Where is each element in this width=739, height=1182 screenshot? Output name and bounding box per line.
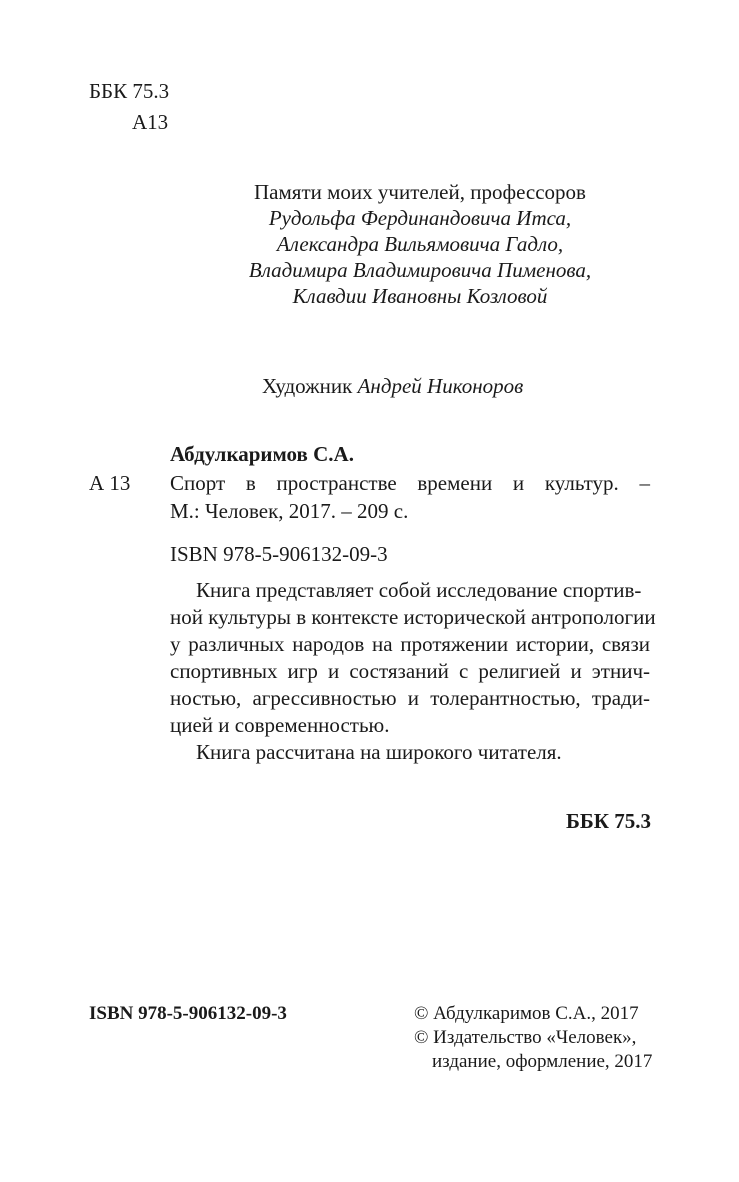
book-author-code: А 13	[89, 471, 131, 495]
bbk-code-top: ББК 75.3	[89, 79, 170, 103]
dedication	[170, 179, 670, 309]
author-code-top: А13	[132, 110, 169, 134]
artist-credit	[262, 373, 523, 399]
footer-isbn: ISBN 978-5-906132-09-3	[89, 1003, 287, 1024]
annotation-line: Книга представляет собой исследование спортив-	[196, 578, 642, 602]
dedication-name: Владимира Владимировича Пименова,	[248, 258, 592, 282]
annotation-line: у различных народов на протяжении истории, связи	[170, 632, 650, 656]
dedication-name: Александра Вильямовича Гадло,	[276, 232, 564, 256]
artist-label: Художник	[262, 374, 353, 398]
dedication-name: Рудольфа Фердинандовича Итса,	[268, 206, 572, 230]
book-author: Абдулкаримов С.А.	[170, 442, 354, 466]
book-title-line: Спорт в пространстве времени и культур. –	[170, 471, 650, 495]
copyright-publisher: © Издательство «Человек»,	[414, 1027, 637, 1048]
annotation-note: Книга рассчитана на широкого читателя.	[196, 740, 562, 764]
annotation-line: ной культуры в контексте исторической антропологии	[170, 605, 656, 629]
bbk-code-bottom: ББК 75.3	[566, 809, 651, 833]
copyright-author: © Абдулкаримов С.А., 2017	[414, 1003, 639, 1024]
dedication-name: Клавдии Ивановны Козловой	[292, 284, 548, 308]
annotation-line: ностью, агрессивностью и толерантностью, тради-	[170, 686, 650, 710]
annotation-line: цией и современностью.	[170, 713, 390, 737]
copyright-publisher-detail: издание, оформление, 2017	[432, 1051, 653, 1072]
dedication-intro: Памяти моих учителей, профессоров	[254, 180, 586, 204]
book-isbn: ISBN 978-5-906132-09-3	[170, 542, 388, 566]
annotation-line: спортивных игр и состязаний с религией и этнич-	[170, 659, 650, 683]
book-imprint: М.: Человек, 2017. – 209 с.	[170, 499, 409, 523]
artist-name: Андрей Никоноров	[357, 374, 524, 398]
